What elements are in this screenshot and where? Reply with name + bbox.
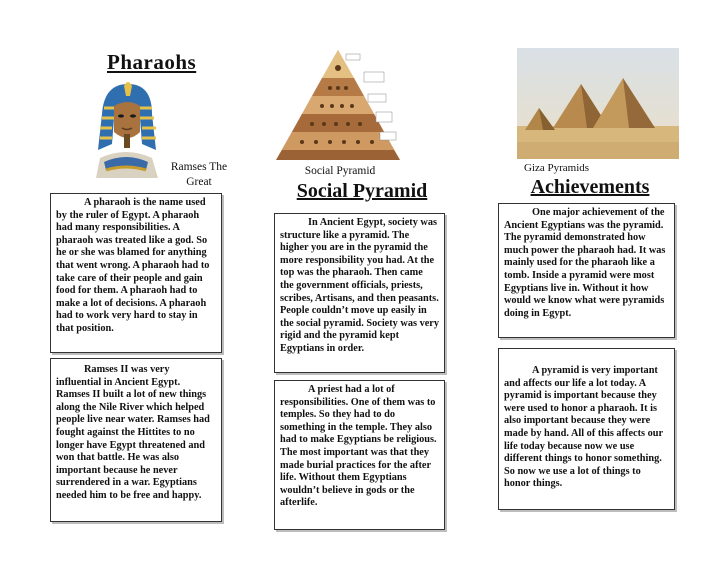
society-info-text: In Ancient Egypt, society was structure like a pyramid. The higher you are in the pyramid the more responsibility you had. At the top was the pharaoh. Then came the government officials, priests, scribes, Artisans, and then peasants. People couldn’t move up easily in the social pyramid. Society was very rigid and the pyramid kept Egyptians in order. bbox=[280, 217, 440, 354]
priest-info-text: A priest had a lot of responsibilities. One of them was to temples. So they had to do something in the temple. They also had to make Egyptians be religious. The most important was that they made burial practices for the after life. Without them Egyptians wouldn’t believe in gods or the afterlife. bbox=[280, 384, 437, 509]
ramses-info-text: Ramses II was very influential in Ancient Egypt. Ramses II built a lot of new things along the Nile River which helped people live near water. Ramses had fought against the Hittites to no longer have Egypt threatened and won that battle. He was also important because he never surrendered in a war. Egyptians needed him to be free and happy. bbox=[56, 364, 210, 501]
priest-info-box bbox=[274, 380, 445, 530]
social-pyramid-caption: Social Pyramid bbox=[304, 165, 376, 177]
social-pyramid-diagram-image bbox=[272, 48, 404, 163]
pyramid-achievement-box bbox=[498, 203, 675, 338]
society-info-box bbox=[274, 213, 445, 373]
pharaoh-info-box bbox=[50, 193, 222, 353]
pyramid-achievement-text: One major achievement of the Ancient Egyptians was the pyramid. The pyramid demonstrated how much power the pharaoh had. It was mainly used for the pharaoh like a tomb. Inside a pyramid were most Egyptians live in. Without it how would we know what were pyramids doing in Egypt. bbox=[504, 207, 666, 319]
social-pyramid-heading: Social Pyramid bbox=[296, 180, 428, 202]
pharaohs-heading: Pharaohs bbox=[107, 50, 197, 74]
pharaoh-info-text: A pharaoh is the name used by the ruler of Egypt. A pharaoh had many responsibilities. A pharaoh was treated like a god. So he or she was blamed for anything that went wrong. A pharaoh had to take care of their people and gain food for them. A pharaoh had to make a lot of decisions. A pharaoh had to work very hard to stay in that position. bbox=[56, 197, 210, 334]
ramses-portrait-image bbox=[90, 78, 162, 178]
giza-caption: Giza Pyramids bbox=[524, 162, 590, 174]
giza-pyramids-photo bbox=[517, 48, 679, 159]
ramses-info-box bbox=[50, 358, 222, 522]
pyramid-importance-box bbox=[498, 348, 675, 510]
ramses-caption: Ramses The Great bbox=[170, 161, 228, 188]
pyramid-importance-text: A pyramid is very important and affects our life a lot today. A pyramid is important because they were used to honor a pharaoh. It is also important because they were made by hand. All of this affects our life today because now we use different things to honor something. So now we use a lot of things to honor things. bbox=[504, 365, 663, 490]
achievements-heading: Achievements bbox=[530, 176, 650, 198]
